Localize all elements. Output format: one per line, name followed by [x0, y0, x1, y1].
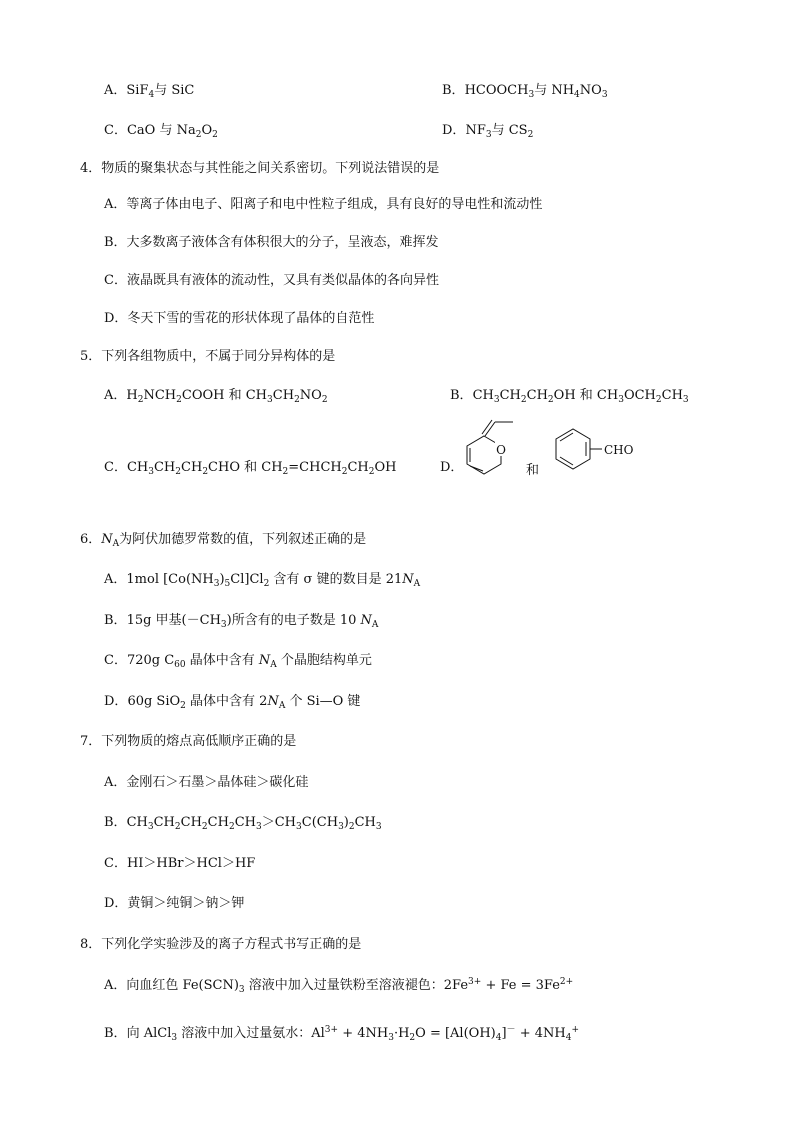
q5-option-d-label: D． [440, 460, 464, 475]
q4-option-b: B．大多数离子液体含有体积很大的分子，呈液态，难挥发 [104, 235, 439, 250]
q4-option-a: A．等离子体由电子、阳离子和电中性粒子组成，具有良好的导电性和流动性 [104, 197, 543, 212]
cho-label: CHO [604, 443, 634, 457]
q7-option-d: D．黄铜＞纯铜＞钠＞钾 [104, 896, 245, 911]
q8-stem: 8．下列化学实验涉及的离子方程式书写正确的是 [80, 937, 362, 952]
q3-option-c: C．CaO 与 $Na_2O_2$ [104, 123, 218, 140]
q6-stem: 6．$N_A$为阿伏加德罗常数的值，下列叙述正确的是 [80, 532, 367, 549]
q6-option-b: B．15g 甲基$(-CH_3)$所含有的电子数是 10 $N_A$ [104, 613, 379, 630]
q3-option-a: A．SiF$_4$与 SiC [104, 83, 195, 100]
q4-option-d: D．冬天下雪的雪花的形状体现了晶体的自范性 [104, 311, 375, 326]
q4-option-c: C．液晶既具有液体的流动性，又具有类似晶体的各向异性 [104, 273, 439, 288]
q6-option-d: D．60g SiO$_2$ 晶体中含有 $2N_A$ 个 Si—O 键 [104, 694, 361, 711]
benzene-ring-structure [556, 429, 602, 469]
q5-stem: 5．下列各组物质中，不属于同分异构体的是 [80, 349, 336, 364]
q4-stem: 4．物质的聚集状态与其性能之间关系密切。下列说法错误的是 [80, 161, 440, 176]
q7-stem: 7．下列物质的熔点高低顺序正确的是 [80, 734, 297, 749]
q5-option-d-structures [458, 418, 638, 482]
q5-option-c: C．$CH_3CH_2CH_2CHO$ 和 $CH_2=CHCH_2CH_2OH$ [104, 460, 397, 477]
q7-option-c: C．HI＞HBr＞HCl＞HF [104, 856, 256, 871]
q3-option-d: D．$NF_3$与 $CS_2$ [442, 123, 534, 140]
q5-option-a: A．$H_2NCH_2COOH$ 和 $CH_3CH_2NO_2$ [104, 388, 328, 405]
q6-option-a: A．1mol $[Co(NH_3)_5Cl]Cl_2$ 含有 σ 键的数目是 $21N_A$ [104, 572, 421, 589]
q8-option-a: A．向血红色 $Fe(SCN)_3$ 溶液中加入过量铁粉至溶液褪色：$2Fe^{3+} + Fe = 3Fe^{2+}$ [104, 977, 574, 995]
and-word: 和 [526, 463, 540, 478]
q6-option-c: C．720g $C_{60}$ 晶体中含有 $N_A$ 个晶胞结构单元 [104, 653, 372, 670]
q8-option-b: B．向 AlCl$_3$ 溶液中加入过量氨水：$Al^{3+} + 4NH_3\cdot H_2O = [Al(OH)_4]^- + 4NH_4^+$ [104, 1025, 579, 1043]
q5-option-b: B．$CH_3CH_2CH_2OH$ 和 $CH_3OCH_2CH_3$ [450, 388, 689, 405]
q7-option-a: A．金刚石＞石墨＞晶体硅＞碳化硅 [104, 775, 309, 790]
ring-oxygen-label: O [496, 443, 506, 457]
q7-option-b: B．$CH_3CH_2CH_2CH_2CH_3>CH_3C(CH_3)_2CH_3$ [104, 815, 382, 832]
q3-option-b: B．$HCOOCH_3$与 $NH_4NO_3$ [442, 83, 608, 100]
